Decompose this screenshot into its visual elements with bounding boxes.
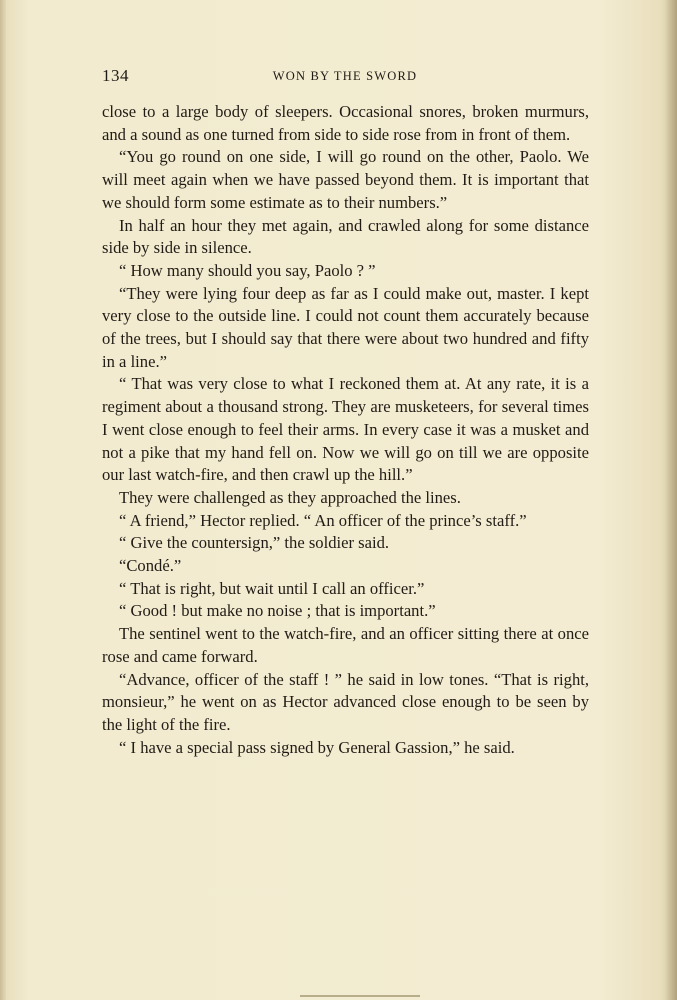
paragraph: “Advance, officer of the staff ! ” he said in low tones. “That is right, monsieur,” he went on as Hector advanced close enough to be seen by the light of the fire. — [102, 669, 589, 734]
paragraph: close to a large body of sleepers. Occasional snores, broken murmurs, and a sound as one turned from side to side rose from in front of them. — [102, 102, 589, 144]
paragraph: “ Give the countersign,” the soldier said. — [119, 533, 390, 553]
paragraph: “ Good ! but make no noise ; that is important.” — [119, 601, 436, 621]
paragraph: In half an hour they met again, and crawled along for some distance side by side in silence. — [102, 215, 589, 258]
paragraph: “ That is right, but wait until I call an officer.” — [119, 578, 425, 598]
page-header — [102, 66, 588, 88]
page-number: 134 — [102, 66, 129, 85]
running-head: WON BY THE SWORD — [272, 69, 418, 83]
binding-edge — [0, 0, 6, 1000]
body-text — [102, 101, 589, 759]
paragraph: The sentinel went to the watch-fire, and an officer sitting there at once rose and came forward. — [102, 624, 589, 666]
paragraph: “You go round on one side, I will go round on the other, Paolo. We will meet again when we have passed beyond them. It is important that we should form some estimate as to their numbers.” — [102, 147, 589, 212]
paragraph: “ A friend,” Hector replied. “ An officer of the prince’s staff.” — [119, 510, 527, 530]
bottom-edge-mark — [300, 995, 420, 997]
paragraph: “ How many should you say, Paolo ? ” — [119, 260, 376, 280]
paragraph: “ I have a special pass signed by General Gassion,” he said. — [119, 737, 515, 757]
paragraph: “ That was very close to what I reckoned them at. At any rate, it is a regiment about a thousand strong. They are musketeers, for several times I went close enough to feel their arms. In every case it was a musket and not a pike that my hand fell on. Now we will go on till we are opposite our last watch-fire, and then crawl up the hill.” — [102, 374, 589, 485]
paragraph: They were challenged as they approached the lines. — [119, 487, 461, 507]
paragraph: “Condé.” — [119, 556, 182, 576]
paragraph: “They were lying four deep as far as I could make out, master. I kept very close to the outside line. I could not count them accurately because of the trees, but I should say that there were about two hundred and fifty in a line.” — [102, 283, 589, 371]
page-edge-shadow — [665, 0, 677, 1000]
